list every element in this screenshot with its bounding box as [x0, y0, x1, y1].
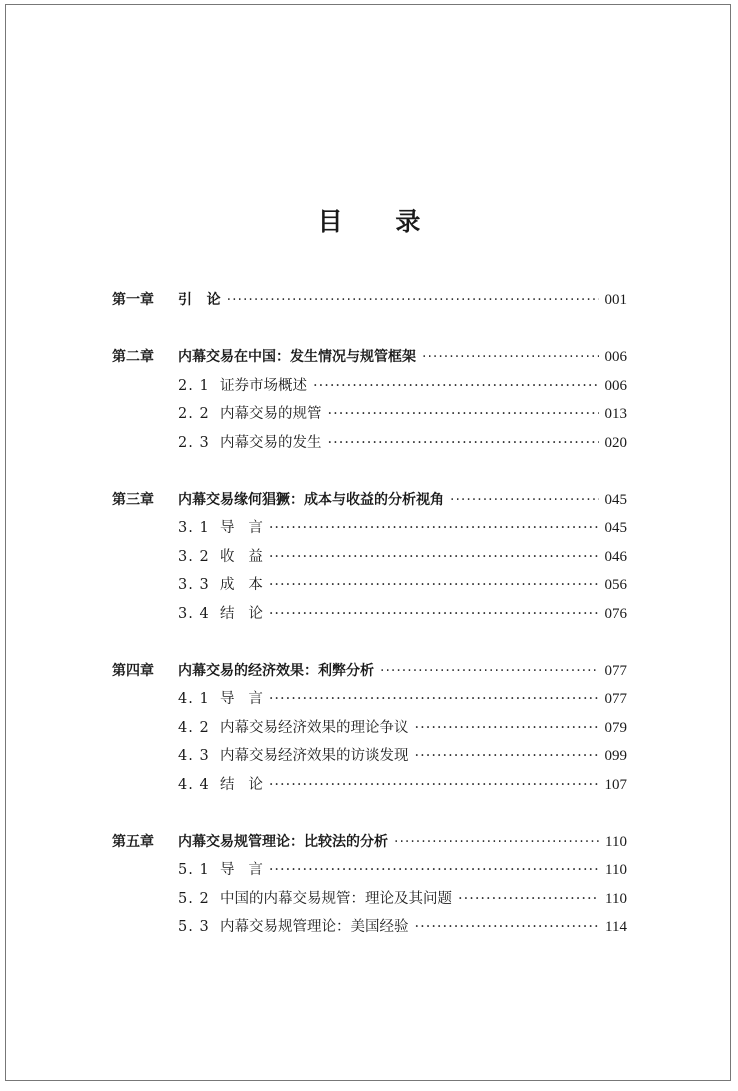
section-title: 导 言 [220, 691, 263, 707]
dot-leader [269, 543, 599, 572]
section-title: 内幕交易的规管 [220, 406, 322, 422]
toc-section-entry[interactable] [112, 514, 627, 543]
chapter-number: 第四章 [112, 662, 154, 679]
page-number: 110 [605, 833, 627, 850]
page-number: 077 [604, 662, 627, 679]
chapter-number: 第三章 [112, 491, 154, 508]
section-number: 3. 3 [178, 577, 210, 593]
section-number: 5. 1 [178, 862, 210, 878]
section-number: 2. 3 [178, 434, 210, 451]
dot-leader [269, 600, 599, 629]
page-number: 006 [604, 377, 627, 394]
toc-section-entry[interactable] [112, 885, 627, 914]
section-number: 5. 3 [178, 919, 210, 935]
dot-leader [450, 486, 599, 515]
section-number: 2. 1 [178, 377, 210, 394]
page-number: 046 [604, 548, 627, 565]
dot-leader [422, 343, 599, 372]
toc-section-entry[interactable] [112, 685, 627, 714]
section-title: 导 言 [220, 862, 263, 878]
page-number: 006 [604, 349, 627, 365]
section-number: 4. 2 [178, 719, 210, 736]
chapter-title: 内幕交易缘何猖獗：成本与收益的分析视角 [178, 491, 444, 508]
dot-leader [328, 400, 599, 429]
toc-section-entry[interactable] [112, 543, 627, 572]
section-title: 内幕交易经济效果的访谈发现 [220, 748, 409, 764]
section-number: 3. 1 [178, 520, 210, 536]
chapter-number: 第二章 [112, 349, 154, 365]
dot-leader [415, 714, 599, 743]
page-number: 099 [604, 748, 627, 764]
table-of-contents [112, 286, 627, 942]
toc-spacer [112, 799, 627, 828]
toc-chapter-entry[interactable] [112, 286, 627, 315]
section-title: 结 论 [220, 605, 263, 622]
page-number: 013 [604, 406, 627, 422]
dot-leader [269, 856, 599, 885]
toc-spacer [112, 315, 627, 344]
dot-leader [269, 514, 599, 543]
page-number: 020 [604, 434, 627, 451]
section-title: 结 论 [220, 776, 263, 793]
toc-section-entry[interactable] [112, 372, 627, 401]
section-title: 成 本 [220, 577, 263, 593]
toc-section-entry[interactable] [112, 856, 627, 885]
page-number: 045 [604, 520, 627, 536]
toc-section-entry[interactable] [112, 571, 627, 600]
toc-chapter-entry[interactable] [112, 828, 627, 857]
dot-leader [380, 657, 599, 686]
toc-section-entry[interactable] [112, 400, 627, 429]
section-title: 收 益 [220, 548, 263, 565]
dot-leader [227, 286, 599, 315]
page-number: 110 [605, 890, 627, 907]
page-number: 001 [604, 292, 627, 308]
dot-leader [269, 771, 599, 800]
section-number: 3. 2 [178, 548, 210, 565]
toc-section-entry[interactable] [112, 714, 627, 743]
section-number: 4. 3 [178, 748, 210, 764]
dot-leader [269, 571, 599, 600]
toc-section-entry[interactable] [112, 600, 627, 629]
page-number: 110 [605, 862, 627, 878]
chapter-title: 内幕交易在中国：发生情况与规管框架 [178, 349, 416, 365]
page-number: 045 [604, 491, 627, 508]
section-title: 内幕交易的发生 [220, 434, 322, 451]
toc-section-entry[interactable] [112, 742, 627, 771]
toc-chapter-entry[interactable] [112, 657, 627, 686]
page-number: 107 [604, 776, 627, 793]
section-title: 内幕交易规管理论：美国经验 [220, 919, 409, 935]
toc-spacer [112, 628, 627, 657]
dot-leader [458, 885, 599, 914]
section-number: 3. 4 [178, 605, 210, 622]
section-title: 导 言 [220, 520, 263, 536]
toc-section-entry[interactable] [112, 429, 627, 458]
page-number: 077 [604, 691, 627, 707]
chapter-title: 内幕交易的经济效果：利弊分析 [178, 662, 374, 679]
page-number: 056 [604, 577, 627, 593]
page-title: 目 录 [317, 207, 443, 236]
section-number: 4. 4 [178, 776, 210, 793]
dot-leader [415, 742, 599, 771]
page-number: 076 [604, 605, 627, 622]
chapter-title: 内幕交易规管理论：比较法的分析 [178, 833, 388, 850]
page-number: 079 [604, 719, 627, 736]
dot-leader [313, 372, 599, 401]
chapter-number: 第五章 [112, 833, 154, 850]
chapter-title: 引 论 [178, 292, 221, 308]
toc-chapter-entry[interactable] [112, 343, 627, 372]
section-title: 内幕交易经济效果的理论争议 [220, 719, 409, 736]
chapter-number: 第一章 [112, 292, 154, 308]
dot-leader [394, 828, 599, 857]
section-number: 5. 2 [178, 890, 210, 907]
dot-leader [269, 685, 599, 714]
toc-section-entry[interactable] [112, 913, 627, 942]
section-number: 4. 1 [178, 691, 210, 707]
dot-leader [415, 913, 600, 942]
dot-leader [328, 429, 599, 458]
toc-chapter-entry[interactable] [112, 486, 627, 515]
section-title: 中国的内幕交易规管：理论及其问题 [220, 890, 452, 907]
toc-spacer [112, 457, 627, 486]
section-number: 2. 2 [178, 406, 210, 422]
section-title: 证券市场概述 [220, 377, 307, 394]
toc-section-entry[interactable] [112, 771, 627, 800]
page-number: 114 [605, 919, 627, 935]
